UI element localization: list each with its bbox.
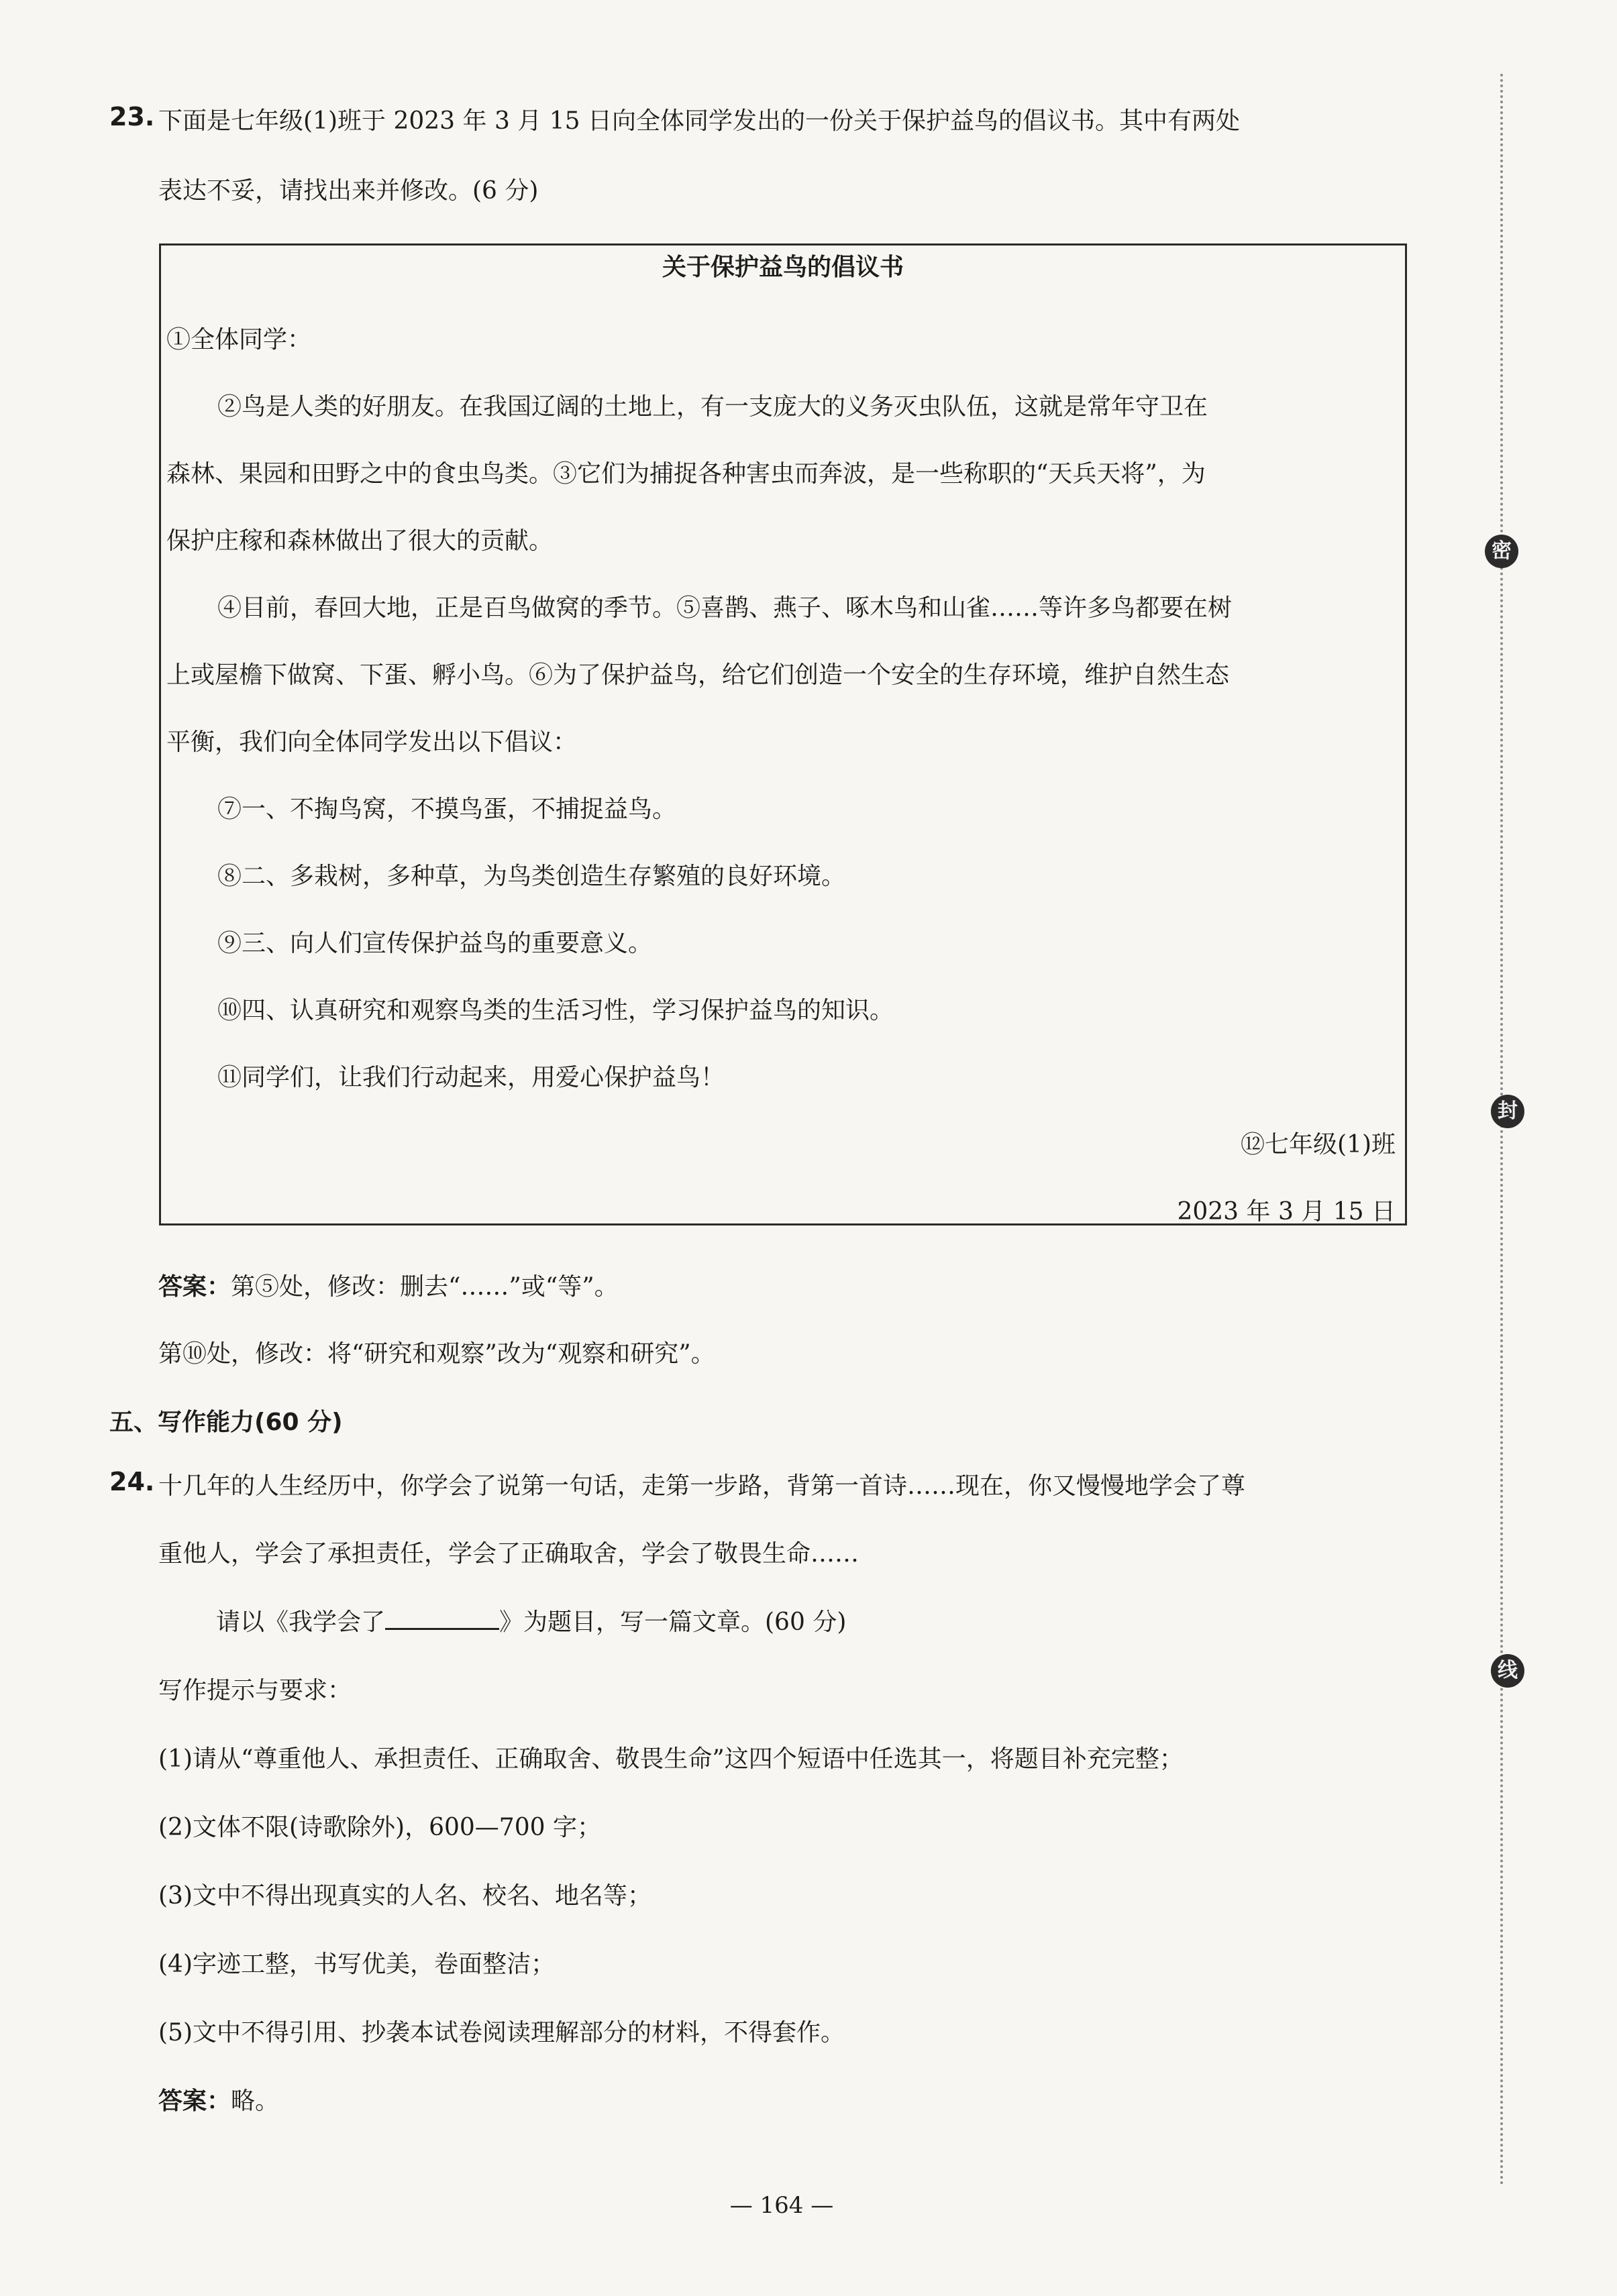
essay-prompt-after: 》为题目，写一篇文章。(60 分) bbox=[499, 1608, 847, 1636]
proposal-line: ②鸟是人类的好朋友。在我国辽阔的土地上，有一支庞大的义务灭虫队伍，这就是常年守卫在 bbox=[217, 393, 1208, 421]
question-text-line: 下面是七年级(1)班于 2023 年 3 月 15 日向全体同学发出的一份关于保护益鸟的倡议书。其中有两处 bbox=[158, 107, 1240, 135]
proposal-signature: ⑫七年级(1)班 bbox=[1241, 1131, 1396, 1158]
title-blank bbox=[385, 1608, 499, 1630]
proposal-line: ④目前，春回大地，正是百鸟做窝的季节。⑤喜鹊、燕子、啄木鸟和山雀……等许多鸟都要在树 bbox=[217, 594, 1233, 622]
proposal-line: 平衡，我们向全体同学发出以下倡议： bbox=[166, 728, 578, 756]
requirement-item: (4)字迹工整，书写优美，卷面整洁； bbox=[158, 1951, 555, 1978]
answer-line: 第⑩处，修改：将“研究和观察”改为“观察和研究”。 bbox=[158, 1340, 715, 1368]
requirement-item: (1)请从“尊重他人、承担责任、正确取舍、敬畏生命”这四个短语中任选其一，将题目补充完整； bbox=[158, 1745, 1184, 1773]
proposal-line: 森林、果园和田野之中的食虫鸟类。③它们为捕捉各种害虫而奔波，是一些称职的“天兵天将”，为 bbox=[166, 460, 1206, 488]
proposal-line: ⑨三、向人们宣传保护益鸟的重要意义。 bbox=[217, 930, 653, 957]
question-number: 23. bbox=[109, 102, 155, 131]
question-text-line: 表达不妥，请找出来并修改。(6 分) bbox=[158, 177, 539, 205]
proposal-line: 保护庄稼和森林做出了很大的贡献。 bbox=[166, 527, 554, 555]
seal-mark: 封 bbox=[1491, 1095, 1524, 1128]
answer-text: 第⑤处，修改：删去“……”或“等”。 bbox=[231, 1273, 619, 1301]
answer-label: 答案： bbox=[158, 2087, 231, 2115]
seal-mark: 密 bbox=[1485, 535, 1518, 568]
proposal-line: 上或屋檐下做窝、下蛋、孵小鸟。⑥为了保护益鸟，给它们创造一个安全的生存环境，维护自然生态 bbox=[166, 661, 1230, 689]
question-number: 24. bbox=[109, 1467, 155, 1496]
proposal-line: ⑧二、多栽树，多种草，为鸟类创造生存繁殖的良好环境。 bbox=[217, 863, 846, 890]
requirement-item: (5)文中不得引用、抄袭本试卷阅读理解部分的材料，不得套作。 bbox=[158, 2019, 845, 2046]
answer-label: 答案： bbox=[158, 1273, 231, 1301]
essay-prompt bbox=[216, 1603, 846, 1637]
proposal-line: ⑦一、不掏鸟窝，不摸鸟蛋，不捕捉益鸟。 bbox=[217, 796, 677, 823]
proposal-title: 关于保护益鸟的倡议书 bbox=[662, 254, 904, 281]
answer-line bbox=[158, 1268, 619, 1302]
requirement-item: (3)文中不得出现真实的人名、校名、地名等； bbox=[158, 1882, 651, 1910]
answer-text: 略。 bbox=[231, 2087, 280, 2115]
question-text-line: 十几年的人生经历中，你学会了说第一句话，走第一步路，背第一首诗……现在，你又慢慢地学会了尊 bbox=[158, 1472, 1246, 1500]
page-number: — 164 — bbox=[729, 2192, 834, 2219]
section-heading: 五、写作能力(60 分) bbox=[109, 1409, 343, 1436]
requirements-heading: 写作提示与要求： bbox=[158, 1677, 352, 1704]
question-text-line: 重他人，学会了承担责任，学会了正确取舍，学会了敬畏生命…… bbox=[158, 1540, 859, 1568]
seal-mark: 线 bbox=[1491, 1654, 1524, 1688]
proposal-line: ①全体同学： bbox=[166, 326, 312, 353]
requirement-item: (2)文体不限(诗歌除外)，600—700 字； bbox=[158, 1814, 601, 1841]
proposal-box bbox=[159, 243, 1407, 1225]
essay-prompt-before: 请以《我学会了 bbox=[216, 1608, 386, 1636]
proposal-line: ⑩四、认真研究和观察鸟类的生活习性，学习保护益鸟的知识。 bbox=[217, 997, 894, 1024]
binding-dotted-line bbox=[1500, 74, 1503, 2187]
answer-line bbox=[158, 2082, 279, 2116]
proposal-line: ⑪同学们，让我们行动起来，用爱心保护益鸟！ bbox=[217, 1064, 725, 1091]
proposal-date: 2023 年 3 月 15 日 bbox=[1177, 1198, 1396, 1225]
